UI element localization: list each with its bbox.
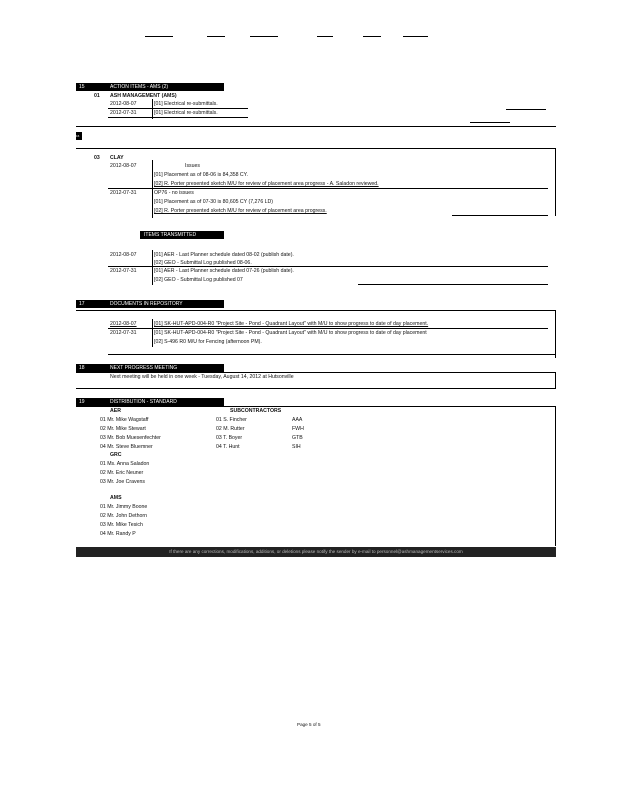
- distribution-entry: 01 Mr. Jimmy Boone: [100, 504, 148, 510]
- row-rule: [108, 117, 248, 118]
- distribution-entry: 01 Ms. Anna Saladon: [100, 461, 150, 467]
- distribution-entry: 01 Mr. Mike Wagstaff: [100, 417, 149, 423]
- row-text: [01] AER - Last Planner schedule dated 07-26 (publish date).: [154, 268, 294, 274]
- header-rule: [250, 36, 278, 37]
- subcontractor-name: 04 T. Hunt: [216, 444, 240, 450]
- row-date: 2012-07-31: [110, 190, 137, 196]
- section-border: [76, 126, 556, 127]
- group-label-aer: AER: [110, 408, 121, 414]
- header-rule: [403, 36, 428, 37]
- subsection-number: 01: [94, 93, 100, 99]
- page-number: Page 5 of 5: [297, 722, 321, 727]
- row-text: [01] Electrical re-submittals.: [154, 110, 218, 116]
- subcontractor-company: SIH: [292, 444, 301, 450]
- row-rule: [108, 188, 548, 189]
- row-text: Issues: [185, 163, 200, 169]
- group-label-subcontractors: SUBCONTRACTORS: [230, 408, 282, 414]
- distribution-entry: 02 Mr. Mike Stewart: [100, 426, 146, 432]
- subcontractor-company: FWH: [292, 426, 304, 432]
- subsection-number: 03: [94, 155, 100, 161]
- row-rule: [470, 122, 510, 123]
- subsection-title: CLAY: [110, 155, 124, 161]
- subcontractor-name: 03 T. Boyer: [216, 435, 243, 441]
- subsection-title: ASH MANAGEMENT (AMS): [110, 93, 177, 99]
- row-text: [01] Placement as of 07-30 is 80,605 CY (7,276 LD): [154, 199, 273, 205]
- row-text: [02] S-496 R0 M/U for Fencing (afternoon PM).: [154, 339, 262, 345]
- items-transmitted-header: [140, 231, 224, 239]
- section-border: [76, 148, 556, 149]
- row-rule: [506, 109, 546, 110]
- row-date: 2012-08-07: [110, 163, 137, 169]
- section-border: [76, 372, 556, 373]
- section-18-header: [76, 364, 224, 372]
- corrections-notice: If there are any corrections, modifications, additions, or deletions please notify the sender by e-mail to personnel@ashmanagementservices.com: [169, 549, 463, 554]
- section-number: 15: [79, 84, 85, 90]
- row-rule: [108, 108, 248, 109]
- section-border: [152, 250, 153, 285]
- row-date: 2012-08-07: [110, 252, 137, 258]
- row-date: 2012-07-31: [110, 110, 137, 116]
- row-text: [01] Electrical re-submittals.: [154, 101, 218, 107]
- section-border: [152, 319, 153, 347]
- next-meeting-text: Next meeting will be held in one week - Tuesday, August 14, 2012 at Hutsonville: [110, 374, 294, 380]
- section-border: [555, 372, 556, 388]
- subcontractor-company: GTB: [292, 435, 303, 441]
- distribution-entry: 02 Mr. John Dethorn: [100, 513, 148, 519]
- row-text: [01] SK-HUT-APD-004-R0 "Project Site - Pond - Quadrant Layout" with M/U to show progress to date of day placement: [154, 330, 427, 336]
- section-15-header: [76, 83, 224, 91]
- section-17-header: [76, 300, 224, 308]
- row-text: [02] GEO - Submittal Log published 07: [154, 277, 243, 283]
- subcontractor-company: AAA: [292, 417, 303, 423]
- section-16-header: [76, 132, 82, 140]
- row-date: 2012-08-07: [110, 101, 137, 107]
- header-rule: [207, 36, 225, 37]
- section-title: ACTION ITEMS - AMS (2): [110, 84, 169, 90]
- section-number: 16: [76, 134, 80, 138]
- group-label-grc: GRC: [110, 452, 122, 458]
- distribution-entry: 04 Mr. Steve Bluemner: [100, 444, 153, 450]
- row-rule: [108, 266, 548, 267]
- section-border: [555, 310, 556, 358]
- row-text: [02] R. Porter presented sketch M/U for review of placement area progress - A. Saladon reviewed.: [154, 181, 379, 187]
- section-border: [555, 148, 556, 216]
- section-number: 17: [79, 301, 85, 307]
- header-rule: [145, 36, 173, 37]
- row-text: [02] R. Porter presented sketch M/U for review of placement area progress.: [154, 208, 327, 214]
- row-date: 2012-07-31: [110, 330, 137, 336]
- section-border: [76, 388, 556, 389]
- section-border: [76, 406, 556, 407]
- section-19-header: [76, 398, 224, 406]
- row-text: OP76 - no issues: [154, 190, 194, 196]
- group-label-ams: AMS: [110, 495, 122, 501]
- row-rule: [358, 284, 548, 285]
- subcontractor-name: 02 M. Rutter: [216, 426, 245, 432]
- distribution-entry: 03 Mr. Joe Cravens: [100, 479, 145, 485]
- distribution-entry: 03 Mr. Bob Muesenfechter: [100, 435, 161, 441]
- row-rule: [108, 328, 548, 329]
- section-number: 19: [79, 399, 85, 405]
- row-text: [01] SK-HUT-APD-004-R0 "Project Site - Pond - Quadrant Layout" with M/U to show progress to date of day placement.: [154, 321, 429, 327]
- section-title: DISTRIBUTION - STANDARD: [110, 399, 177, 405]
- row-rule: [108, 354, 556, 355]
- corrections-footer-bar: [76, 547, 556, 557]
- subcontractor-name: 01 S. Fincher: [216, 417, 247, 423]
- row-text: [02] GEO - Submittal Log published 08-06.: [154, 260, 252, 266]
- header-rule: [317, 36, 333, 37]
- row-text: [01] Placement as of 08-06 is 84,358 CY.: [154, 172, 248, 178]
- row-date: 2012-07-31: [110, 268, 137, 274]
- header-rule: [363, 36, 381, 37]
- row-rule: [452, 215, 548, 216]
- section-border: [555, 406, 556, 546]
- row-text: [01] AER - Last Planner schedule dated 08-02 (publish date).: [154, 252, 294, 258]
- section-title: DOCUMENTS IN REPOSITORY: [110, 301, 183, 307]
- distribution-entry: 03 Mr. Mike Tesich: [100, 522, 143, 528]
- row-date: 2012-08-07: [110, 321, 137, 327]
- section-title: ITEMS TRANSMITTED: [144, 232, 197, 238]
- section-border: [152, 160, 153, 218]
- section-border: [152, 99, 153, 119]
- distribution-entry: 04 Mr. Randy P: [100, 531, 136, 537]
- distribution-entry: 02 Mr. Eric Neuner: [100, 470, 144, 476]
- section-number: 18: [79, 365, 85, 371]
- section-title: NEXT PROGRESS MEETING: [110, 365, 178, 371]
- section-border: [76, 310, 556, 311]
